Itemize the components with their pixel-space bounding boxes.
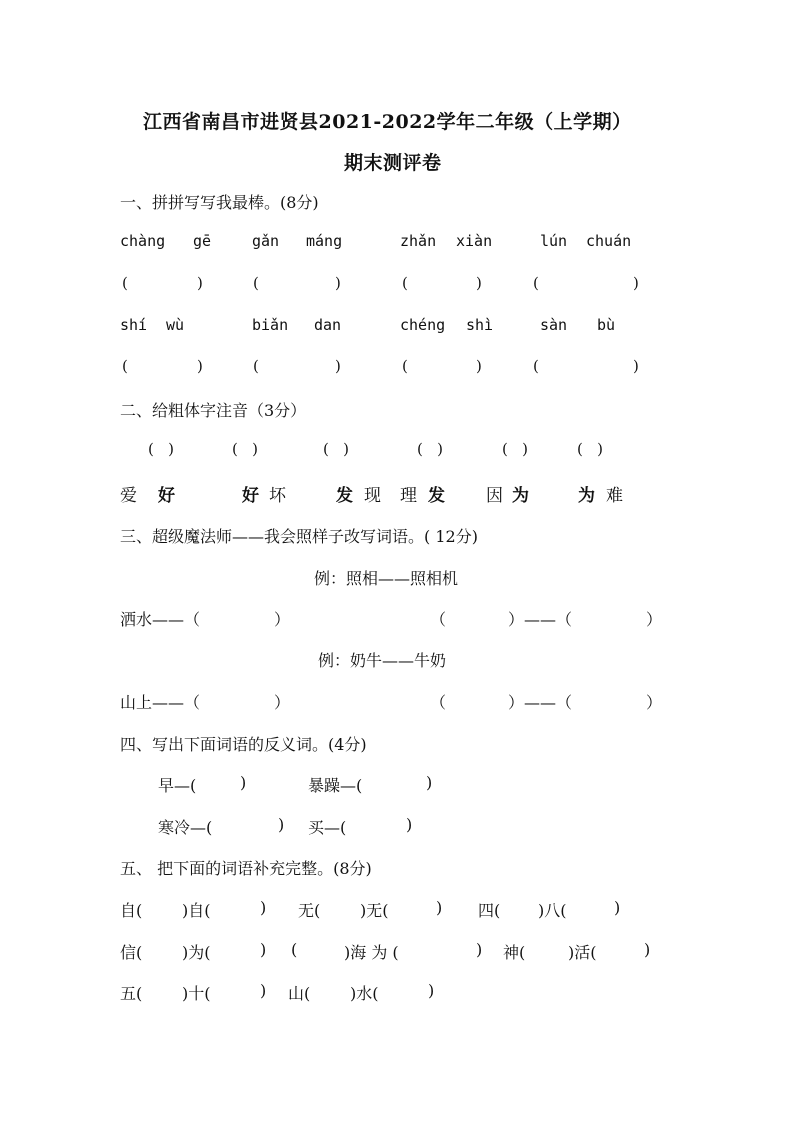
idiom-part: ) <box>260 981 267 1000</box>
idiom-part: )海 为 ( <box>344 943 399 962</box>
word-char: 因 <box>486 486 503 506</box>
idiom-part: 神( <box>503 943 526 962</box>
idiom-part: )为( <box>182 943 211 962</box>
question-2-heading: 二、给粗体字注音（3分） <box>120 401 307 420</box>
paren-close: ) <box>476 274 482 292</box>
paren-close: ) <box>335 357 341 375</box>
pinyin: dan <box>314 316 342 334</box>
paren-close: ) <box>335 274 341 292</box>
paren-close: ) <box>633 274 639 292</box>
pinyin: zhǎn <box>400 232 437 250</box>
idiom-part: 五( <box>120 984 143 1003</box>
pinyin: máng <box>306 232 343 250</box>
idiom-part: )十( <box>182 984 211 1003</box>
paren-open: ( <box>122 357 128 375</box>
idiom-part: )自( <box>182 901 211 920</box>
paren-close: ) <box>406 815 413 834</box>
idiom-part: ) <box>260 898 267 917</box>
bold-char: 为 <box>578 486 595 506</box>
idiom-part: 无( <box>298 901 321 920</box>
paren-open: ( <box>402 274 408 292</box>
idiom-part: ) <box>644 940 651 959</box>
idiom-part: )无( <box>360 901 389 920</box>
pinyin-blank: ( ) <box>577 440 604 458</box>
paren-close: ) <box>197 274 203 292</box>
page-title: 江西省南昌市进贤县2021-2022学年二年级（上学期） <box>143 111 632 133</box>
bold-char: 好 <box>158 486 175 506</box>
paren-close: ） <box>646 693 663 712</box>
pinyin: chuán <box>586 232 632 250</box>
idiom-part: 自( <box>120 901 143 920</box>
pinyin: chàng <box>120 232 166 250</box>
idiom-part: ) <box>260 940 267 959</box>
bold-char: 发 <box>428 486 445 506</box>
pinyin: shì <box>466 316 494 334</box>
paren-close: ) <box>197 357 203 375</box>
word-char: 坏 <box>269 486 286 506</box>
pinyin: gǎn <box>252 232 280 250</box>
pinyin: chéng <box>400 316 446 334</box>
dash-blank: ）——（ <box>508 610 573 629</box>
word-char: 现 <box>364 486 381 506</box>
example-2: 例：奶牛——牛奶 <box>318 651 447 670</box>
paren-close: ) <box>240 773 247 792</box>
paren-close: ) <box>476 357 482 375</box>
dash-blank: ）——（ <box>508 693 573 712</box>
paren-close: ) <box>426 773 433 792</box>
word-char: 难 <box>606 486 623 506</box>
pinyin: shí <box>120 316 148 334</box>
paren-open: ( <box>402 357 408 375</box>
paren-open: ( <box>533 274 539 292</box>
bold-char: 发 <box>336 486 353 506</box>
bold-char: 好 <box>242 486 259 506</box>
rewrite-word: 洒水——（ <box>120 610 201 629</box>
paren-close: ) <box>278 815 285 834</box>
question-1-heading: 一、拼拼写写我最棒。(8分) <box>120 193 319 212</box>
bold-char: 为 <box>512 486 529 506</box>
idiom-part: ) <box>436 898 443 917</box>
pinyin: lún <box>540 232 568 250</box>
question-5-heading: 五、 把下面的词语补充完整。(8分) <box>120 859 372 878</box>
pinyin-blank: ( ) <box>502 440 529 458</box>
pinyin-blank: ( ) <box>417 440 444 458</box>
idiom-part: )水( <box>350 984 379 1003</box>
idiom-part: 四( <box>478 901 501 920</box>
idiom-part: )八( <box>538 901 567 920</box>
idiom-part: ) <box>428 981 435 1000</box>
pinyin: gē <box>193 232 212 250</box>
pinyin-blank: ( ) <box>148 440 175 458</box>
paren-open: （ <box>430 610 447 629</box>
antonym-item: 买—( <box>308 818 347 837</box>
idiom-part: 山( <box>288 984 311 1003</box>
pinyin: xiàn <box>456 232 493 250</box>
rewrite-word: 山上——（ <box>120 693 201 712</box>
pinyin-blank: ( ) <box>232 440 259 458</box>
paren-close: ) <box>633 357 639 375</box>
pinyin: bù <box>597 316 616 334</box>
antonym-item: 早—( <box>158 776 197 795</box>
paren-close: ） <box>646 610 663 629</box>
paren-close: ） <box>274 693 291 712</box>
word-char: 爱 <box>120 486 137 506</box>
pinyin-blank: ( ) <box>323 440 350 458</box>
antonym-item: 暴躁—( <box>308 776 363 795</box>
paren-open: （ <box>430 693 447 712</box>
paren-open: ( <box>533 357 539 375</box>
paren-open: ( <box>122 274 128 292</box>
idiom-part: ) <box>476 940 483 959</box>
paren-open: ( <box>253 357 259 375</box>
pinyin: biǎn <box>252 316 289 334</box>
paren-open: ( <box>253 274 259 292</box>
idiom-part: )活( <box>568 943 597 962</box>
page-subtitle: 期末测评卷 <box>344 152 442 174</box>
pinyin: sàn <box>540 316 568 334</box>
word-char: 理 <box>400 486 417 506</box>
question-4-heading: 四、写出下面词语的反义词。(4分) <box>120 735 367 754</box>
idiom-part: ) <box>614 898 621 917</box>
question-3-heading: 三、超级魔法师——我会照样子改写词语。( 12分) <box>120 527 478 546</box>
antonym-item: 寒冷—( <box>158 818 213 837</box>
idiom-part: ( <box>291 940 298 959</box>
idiom-part: 信( <box>120 943 143 962</box>
paren-close: ） <box>274 610 291 629</box>
pinyin: wù <box>166 316 185 334</box>
example-1: 例：照相——照相机 <box>314 569 459 588</box>
